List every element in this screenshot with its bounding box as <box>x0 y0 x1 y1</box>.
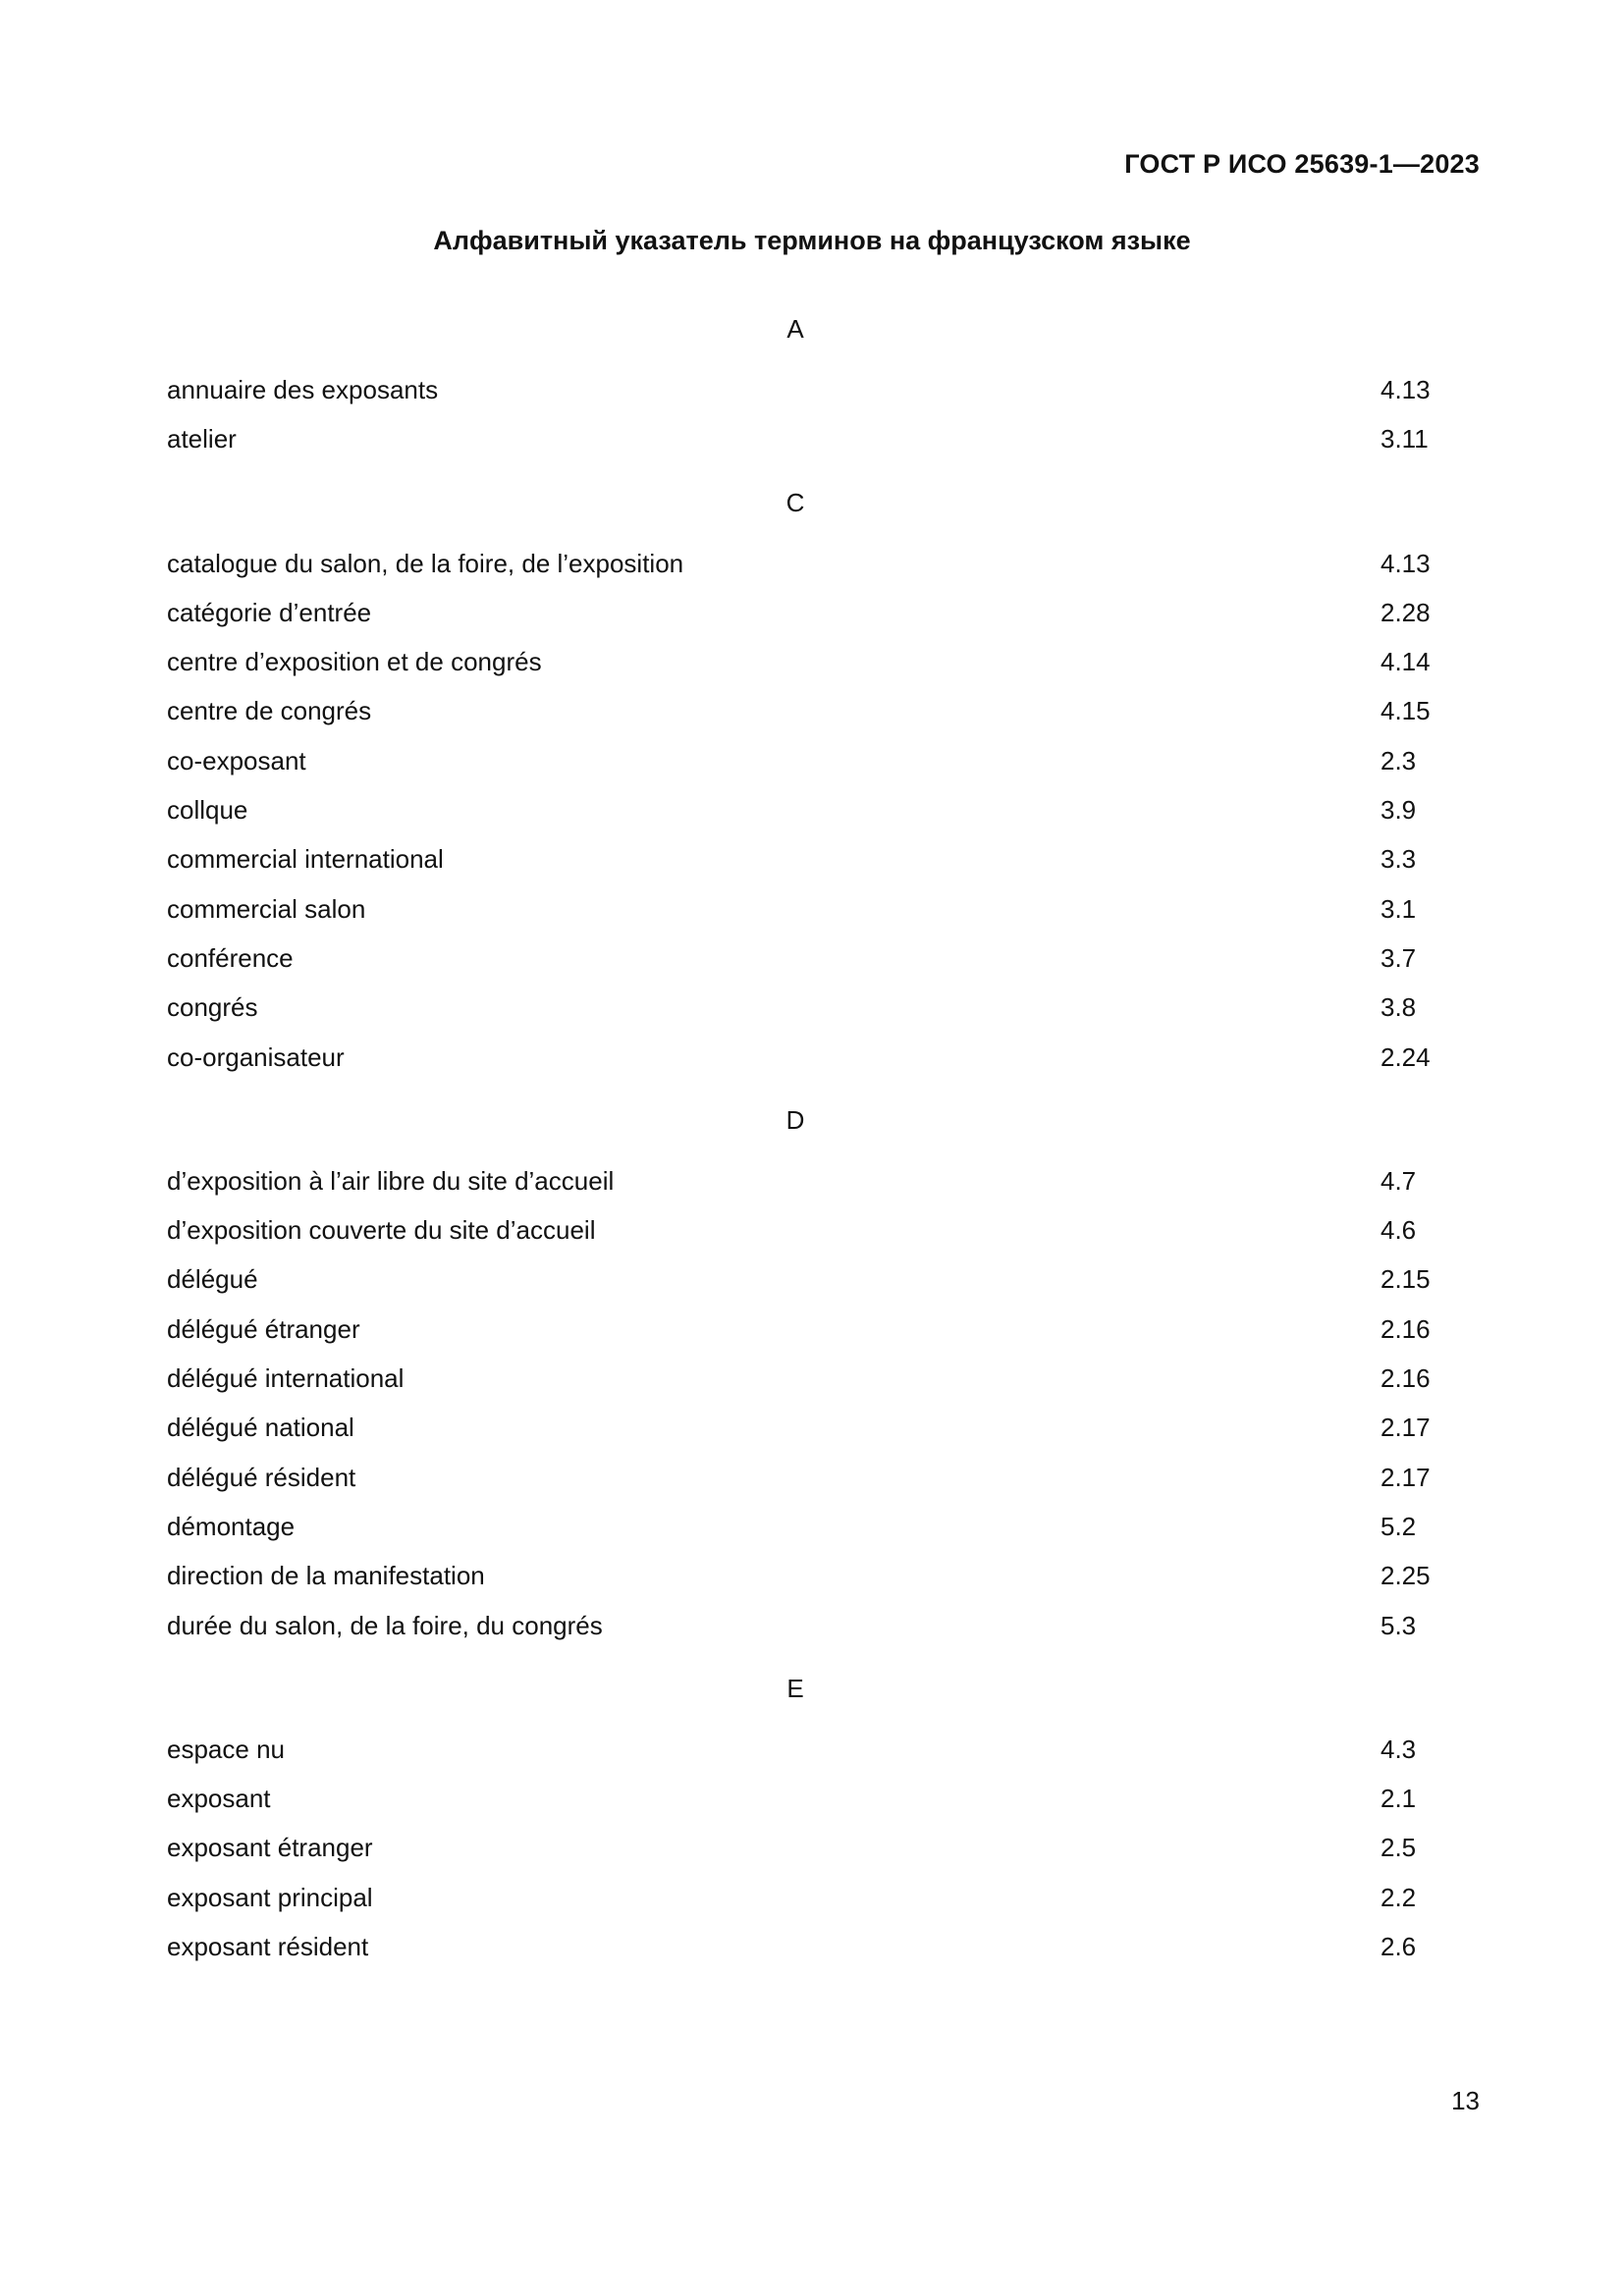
entry-term: commercial international <box>167 844 444 875</box>
index-entry <box>167 365 1431 414</box>
index-entry <box>167 934 1424 983</box>
index-entry <box>167 1551 1431 1600</box>
index-entry <box>167 736 1424 785</box>
letter-heading: A <box>786 314 804 344</box>
entry-term: centre de congrés <box>167 696 372 726</box>
entry-reference: 4.13 <box>1380 548 1431 578</box>
index-entry <box>167 539 1431 588</box>
entry-reference: 2.17 <box>1380 1462 1431 1492</box>
entry-term: exposant résident <box>167 1932 369 1962</box>
index-entry <box>167 414 1429 463</box>
entry-reference: 2.2 <box>1380 1882 1417 1912</box>
index-entry <box>167 1774 1424 1823</box>
entry-term: exposant étranger <box>167 1833 373 1863</box>
index-entry <box>167 1255 1431 1304</box>
index-entry <box>167 637 1431 686</box>
entry-reference: 5.3 <box>1380 1610 1417 1640</box>
document-code: ГОСТ Р ИСО 25639-1—2023 <box>1124 149 1480 179</box>
entry-term: annuaire des exposants <box>167 375 439 404</box>
index-section <box>167 1095 1431 1650</box>
entry-term: catalogue du salon, de la foire, de l’exposition <box>167 548 684 578</box>
entry-reference: 2.17 <box>1380 1413 1431 1443</box>
entry-reference: 2.16 <box>1380 1313 1431 1344</box>
page-number: 13 <box>1451 2086 1480 2115</box>
letter-heading: D <box>785 1104 805 1135</box>
term-index <box>167 304 1431 1971</box>
entry-term: délégué étranger <box>167 1313 360 1344</box>
entry-reference: 3.9 <box>1380 795 1417 826</box>
entry-reference: 4.14 <box>1380 647 1431 677</box>
entry-reference: 2.28 <box>1380 597 1431 627</box>
index-entry <box>167 834 1424 883</box>
index-entry <box>167 1156 1424 1205</box>
index-entry <box>167 1873 1424 1922</box>
index-section <box>167 478 1431 1082</box>
entry-reference: 4.3 <box>1380 1734 1417 1764</box>
entry-reference: 4.15 <box>1380 696 1431 726</box>
entry-term: co-exposant <box>167 745 306 775</box>
entry-reference: 3.11 <box>1380 424 1429 454</box>
index-entry <box>167 1305 1431 1354</box>
entry-reference: 3.3 <box>1380 844 1417 875</box>
entry-reference: 4.6 <box>1380 1215 1417 1246</box>
index-entry <box>167 884 1424 934</box>
entry-reference: 2.1 <box>1380 1784 1417 1814</box>
entry-term: co-organisateur <box>167 1041 345 1072</box>
index-entry <box>167 785 1424 834</box>
entry-reference: 3.7 <box>1380 942 1417 973</box>
entry-reference: 3.1 <box>1380 893 1417 924</box>
entry-term: d’exposition à l’air libre du site d’accueil <box>167 1165 615 1196</box>
index-entry <box>167 1922 1424 1971</box>
entry-reference: 3.8 <box>1380 992 1417 1023</box>
entry-reference: 2.5 <box>1380 1833 1417 1863</box>
index-entry <box>167 1403 1431 1452</box>
index-entry <box>167 686 1431 735</box>
index-entry <box>167 1453 1431 1502</box>
entry-reference: 2.25 <box>1380 1561 1431 1591</box>
letter-heading: C <box>785 487 805 517</box>
index-entry <box>167 983 1424 1032</box>
index-entry <box>167 1502 1424 1551</box>
entry-term: espace nu <box>167 1734 285 1764</box>
entry-reference: 2.24 <box>1380 1041 1431 1072</box>
entry-term: délégué national <box>167 1413 354 1443</box>
entry-term: atelier <box>167 424 237 454</box>
entry-term: conférence <box>167 942 294 973</box>
entry-reference: 4.7 <box>1380 1165 1417 1196</box>
entry-term: d’exposition couverte du site d’accueil <box>167 1215 596 1246</box>
entry-reference: 2.6 <box>1380 1932 1417 1962</box>
entry-term: exposant principal <box>167 1882 373 1912</box>
index-entry <box>167 588 1431 637</box>
entry-term: délégué résident <box>167 1462 356 1492</box>
letter-heading: E <box>786 1673 804 1703</box>
index-entry <box>167 1601 1424 1650</box>
entry-term: durée du salon, de la foire, du congrés <box>167 1610 603 1640</box>
entry-term: catégorie d’entrée <box>167 597 372 627</box>
index-section <box>167 1664 1424 1971</box>
index-entry <box>167 1823 1424 1872</box>
page-title: Алфавитный указатель терминов на французском языке <box>433 226 1191 255</box>
entry-reference: 2.15 <box>1380 1264 1431 1295</box>
index-entry <box>167 1725 1424 1774</box>
entry-term: congrés <box>167 992 258 1023</box>
index-section <box>167 304 1431 464</box>
index-entry <box>167 1205 1424 1255</box>
entry-reference: 2.16 <box>1380 1363 1431 1394</box>
entry-term: commercial salon <box>167 893 366 924</box>
entry-reference: 5.2 <box>1380 1511 1417 1541</box>
entry-term: centre d’exposition et de congrés <box>167 647 542 677</box>
entry-reference: 4.13 <box>1380 375 1431 404</box>
entry-term: délégué international <box>167 1363 405 1394</box>
entry-term: exposant <box>167 1784 271 1814</box>
entry-term: collque <box>167 795 248 826</box>
entry-term: direction de la manifestation <box>167 1561 485 1591</box>
entry-reference: 2.3 <box>1380 745 1417 775</box>
index-entry <box>167 1033 1431 1082</box>
index-entry <box>167 1354 1431 1403</box>
entry-term: démontage <box>167 1511 296 1541</box>
entry-term: délégué <box>167 1264 258 1295</box>
